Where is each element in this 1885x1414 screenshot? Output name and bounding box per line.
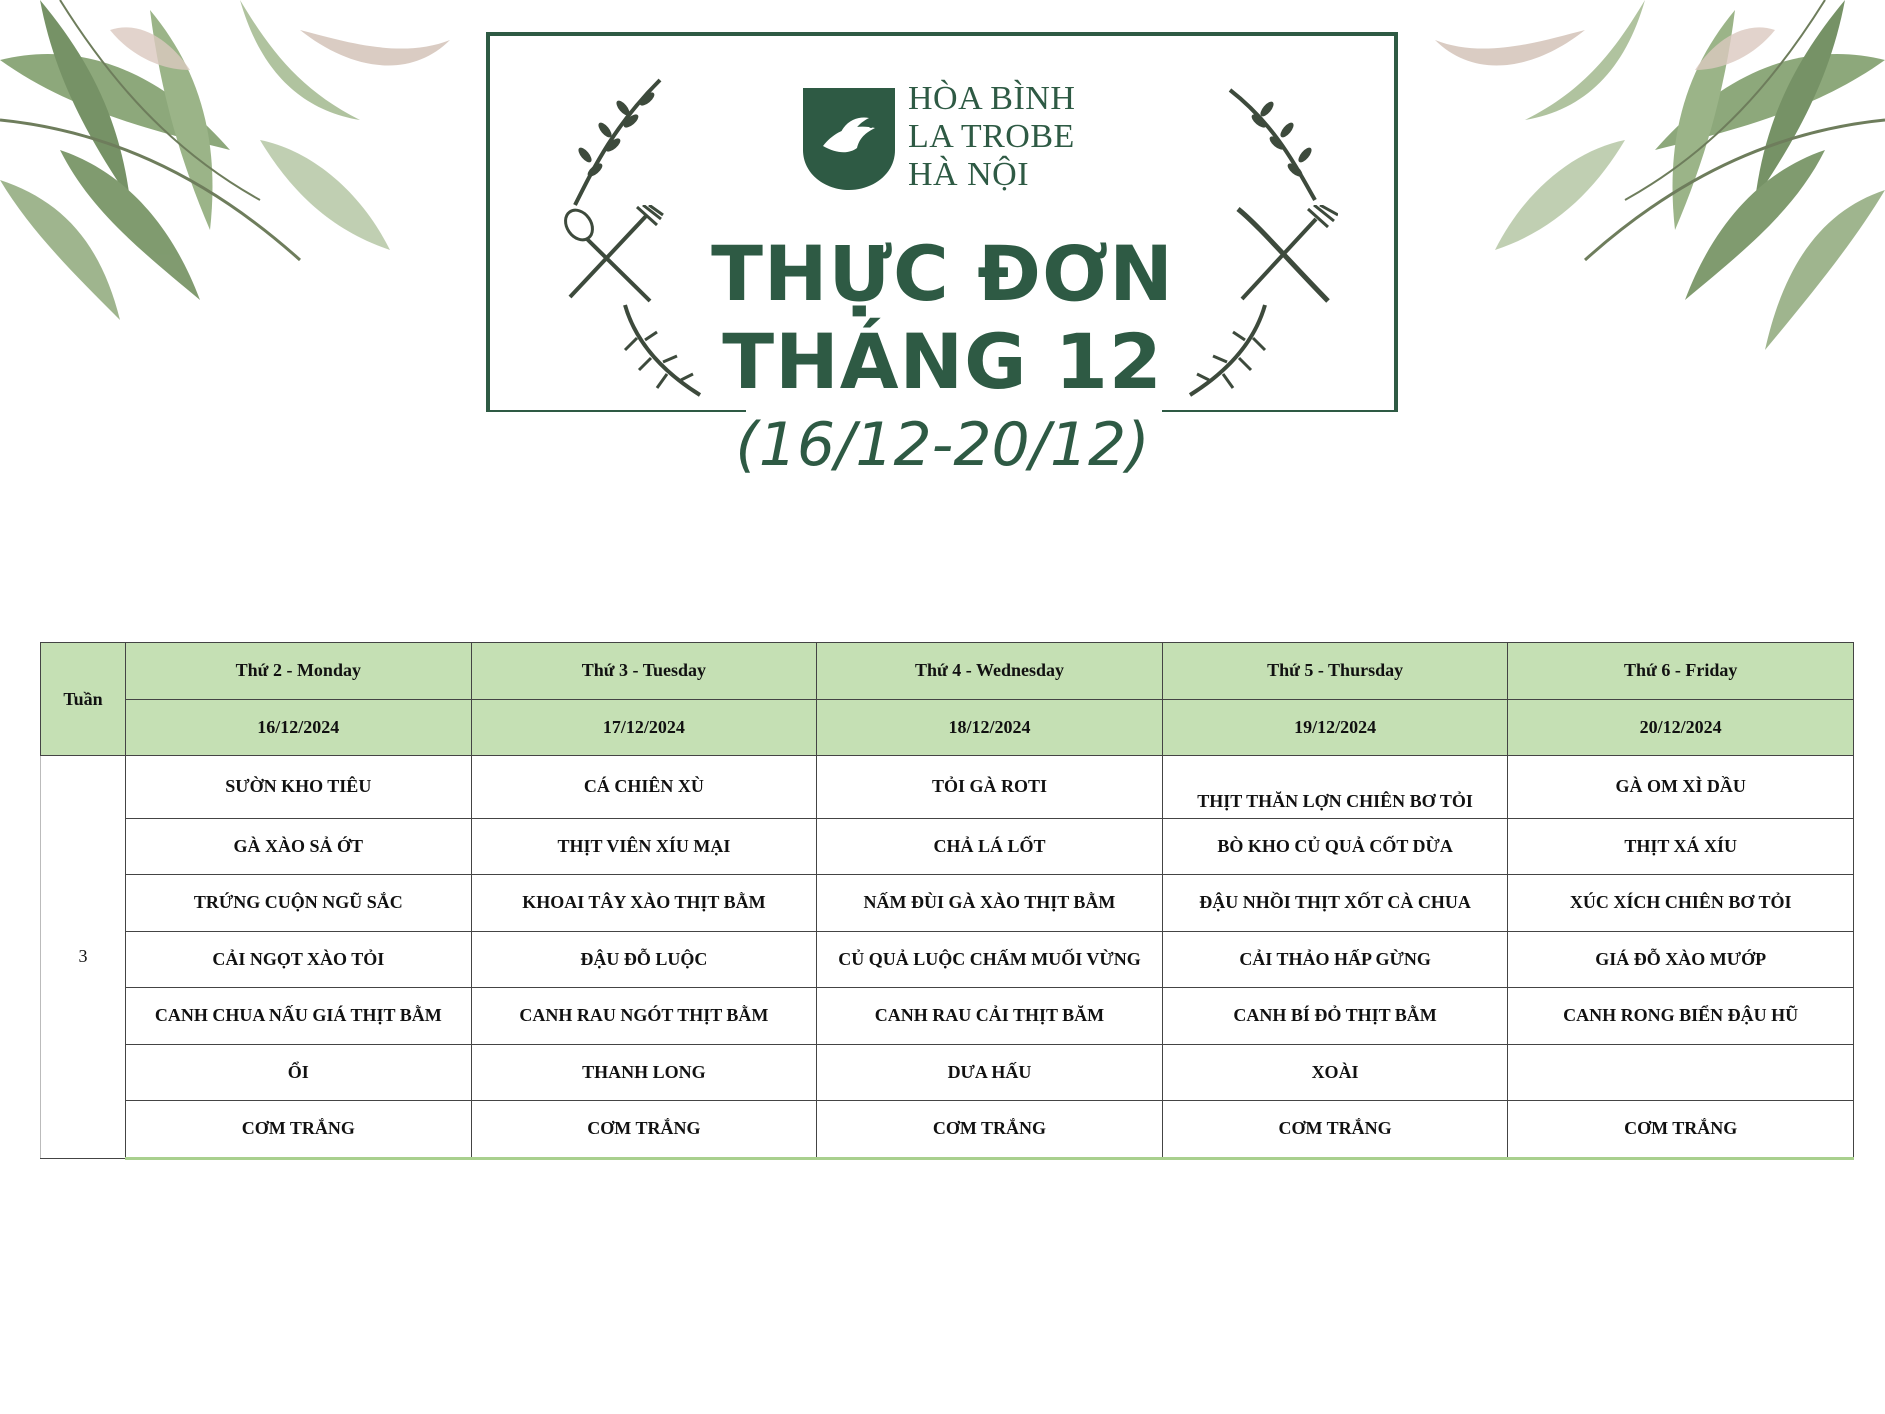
dish-cell: CƠM TRẮNG [1508, 1101, 1854, 1159]
dish-cell: XÚC XÍCH CHIÊN BƠ TỎI [1508, 875, 1854, 932]
brand-line: HÀ NỘI [908, 156, 1030, 193]
dish-cell: CẢI THẢO HẤP GỪNG [1162, 931, 1508, 988]
day-name: Thứ 6 - Friday [1508, 643, 1854, 700]
dish-cell: THỊT VIÊN XÍU MẠI [471, 818, 817, 875]
title-line: THÁNG 12 [722, 317, 1163, 406]
day-date: 17/12/2024 [471, 699, 817, 756]
leaves-right-icon [1415, 0, 1885, 360]
dish-cell: SƯỜN KHO TIÊU [126, 756, 472, 819]
day-date: 16/12/2024 [126, 699, 472, 756]
dish-cell: DƯA HẤU [817, 1044, 1163, 1101]
dish-cell: GÀ XÀO SẢ ỚT [126, 818, 472, 875]
menu-table [40, 642, 1854, 1160]
title-line: THỰC ĐƠN [711, 229, 1174, 318]
dish-cell: CANH RAU CẢI THỊT BĂM [817, 988, 1163, 1045]
dish-cell: THANH LONG [471, 1044, 817, 1101]
table-row [41, 988, 1854, 1045]
dish-cell: CƠM TRẮNG [817, 1101, 1163, 1159]
table-row [41, 931, 1854, 988]
dish-cell: BÒ KHO CỦ QUẢ CỐT DỪA [1162, 818, 1508, 875]
day-header-row [41, 643, 1854, 700]
dish-cell: ĐẬU ĐỖ LUỘC [471, 931, 817, 988]
table-row [41, 1044, 1854, 1101]
table-row [41, 1101, 1854, 1159]
day-date: 19/12/2024 [1162, 699, 1508, 756]
dish-cell: ỔI [126, 1044, 472, 1101]
table-row [41, 875, 1854, 932]
dish-cell: CƠM TRẮNG [471, 1101, 817, 1159]
day-name: Thứ 3 - Tuesday [471, 643, 817, 700]
leaf-branch-icon [555, 75, 675, 215]
dish-cell: CƠM TRẮNG [126, 1101, 472, 1159]
week-header: Tuần [41, 643, 126, 756]
dish-cell: CANH RONG BIỂN ĐẬU HŨ [1508, 988, 1854, 1045]
dish-cell: CƠM TRẮNG [1162, 1101, 1508, 1159]
dish-cell: GÀ OM XÌ DẦU [1508, 756, 1854, 819]
brand-line: HÒA BÌNH [908, 80, 1076, 117]
dish-cell: CANH CHUA NẤU GIÁ THỊT BẰM [126, 988, 472, 1045]
dish-cell: NẤM ĐÙI GÀ XÀO THỊT BẰM [817, 875, 1163, 932]
menu-title [600, 230, 1285, 406]
dish-cell: CANH BÍ ĐỎ THỊT BẰM [1162, 988, 1508, 1045]
date-header-row [41, 699, 1854, 756]
dish-cell: THỊT XÁ XÍU [1508, 818, 1854, 875]
dish-cell: CẢI NGỌT XÀO TỎI [126, 931, 472, 988]
dish-cell: TRỨNG CUỘN NGŨ SẮC [126, 875, 472, 932]
table-row [41, 756, 1854, 819]
leaves-left-icon [0, 0, 470, 340]
dove-shield-icon [803, 88, 895, 190]
day-name: Thứ 5 - Thursday [1162, 643, 1508, 700]
dish-cell: CHẢ LÁ LỐT [817, 818, 1163, 875]
brand-line: LA TROBE [908, 118, 1075, 155]
day-name: Thứ 2 - Monday [126, 643, 472, 700]
dish-cell [1508, 1044, 1854, 1101]
date-range: (16/12-20/12) [735, 410, 1150, 480]
day-date: 20/12/2024 [1508, 699, 1854, 756]
brand-name [908, 80, 1075, 194]
dish-cell: XOÀI [1162, 1044, 1508, 1101]
dish-cell: ĐẬU NHỒI THỊT XỐT CÀ CHUA [1162, 875, 1508, 932]
dish-cell: TỎI GÀ ROTI [817, 756, 1163, 819]
dish-cell: CỦ QUẢ LUỘC CHẤM MUỐI VỪNG [817, 931, 1163, 988]
table-row [41, 818, 1854, 875]
day-name: Thứ 4 - Wednesday [817, 643, 1163, 700]
leaf-branch-icon [1215, 85, 1335, 205]
week-number: 3 [41, 756, 126, 1159]
dish-cell: CANH RAU NGÓT THỊT BẰM [471, 988, 817, 1045]
dish-cell: THỊT THĂN LỢN CHIÊN BƠ TỎI [1162, 756, 1508, 819]
dish-cell: KHOAI TÂY XÀO THỊT BẰM [471, 875, 817, 932]
dish-cell: GIÁ ĐỖ XÀO MƯỚP [1508, 931, 1854, 988]
dish-cell: CÁ CHIÊN XÙ [471, 756, 817, 819]
day-date: 18/12/2024 [817, 699, 1163, 756]
